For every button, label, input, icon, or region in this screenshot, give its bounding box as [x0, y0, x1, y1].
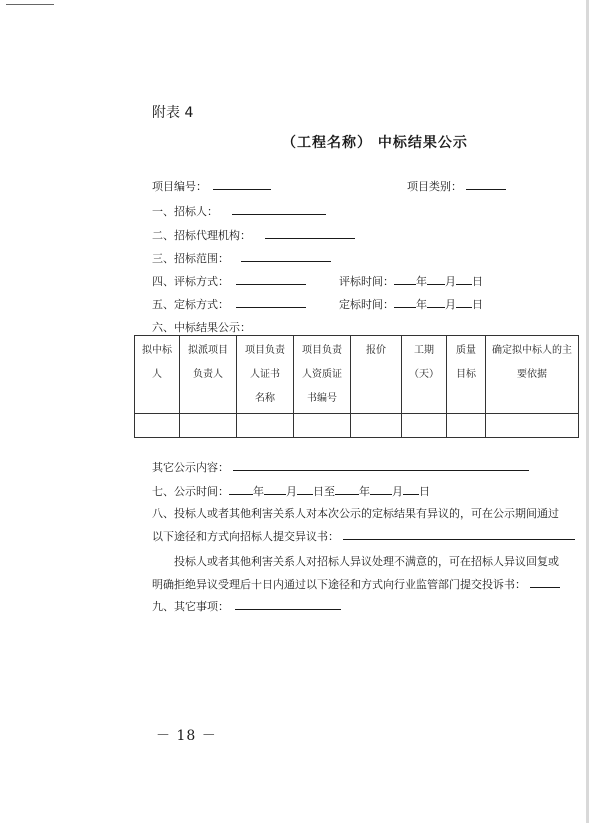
header-line: 质量	[456, 345, 476, 356]
eval-year-blank[interactable]	[394, 273, 416, 285]
result-heading: 六、中标结果公示：	[152, 321, 251, 334]
award-method-blank[interactable]	[236, 296, 306, 308]
project-type-blank[interactable]	[466, 178, 506, 190]
award-month-blank[interactable]	[427, 296, 445, 308]
day-unit: 日	[472, 275, 483, 288]
award-year-blank[interactable]	[394, 296, 416, 308]
result-table	[134, 335, 579, 438]
other-matters-label: 九、其它事项：	[152, 600, 229, 613]
end-day-blank[interactable]	[403, 483, 419, 495]
eval-method-row	[152, 273, 306, 289]
header-line: 项目负责	[302, 345, 342, 356]
table-cell[interactable]	[135, 414, 180, 438]
eval-month-blank[interactable]	[427, 273, 445, 285]
day-unit: 日	[472, 298, 483, 311]
document-title: （工程名称） 中标结果公示	[282, 135, 468, 151]
publicity-time-label: 七、公示时间：	[152, 485, 229, 498]
project-type-label: 项目类别：	[407, 180, 462, 193]
eval-method-blank[interactable]	[236, 273, 306, 285]
table-cell[interactable]	[180, 414, 237, 438]
project-no-label: 项目编号：	[152, 180, 207, 193]
objection-line-1: 八、投标人或者其他利害关系人对本次公示的定标结果有异议的，可在公示期间通过	[152, 507, 559, 520]
header-line: 确定拟中标人的主	[492, 345, 572, 356]
complaint-line-1: 投标人或者其他利害关系人对招标人异议处理不满意的，可在招标人异议回复或	[174, 555, 559, 568]
col-project-lead	[180, 336, 237, 414]
project-no-blank[interactable]	[213, 178, 271, 190]
end-year-blank[interactable]	[335, 483, 359, 495]
header-line: 人资质证	[302, 369, 342, 380]
other-matters-row	[152, 598, 341, 614]
header-line: 人	[152, 369, 162, 380]
objection-line-2	[152, 528, 575, 544]
award-time-row	[339, 296, 483, 312]
other-content-blank[interactable]	[233, 459, 529, 471]
year-unit: 年	[416, 298, 427, 311]
scope-row	[152, 250, 331, 266]
scope-blank[interactable]	[241, 250, 331, 262]
complaint-line-2	[152, 576, 560, 592]
month-unit: 月	[445, 298, 456, 311]
header-line: 工期	[414, 345, 434, 356]
header-line: 书编号	[307, 393, 337, 404]
table-cell[interactable]	[486, 414, 579, 438]
scan-artifact-line	[6, 4, 54, 5]
scope-label: 三、招标范围：	[152, 252, 229, 265]
agency-row	[152, 227, 355, 243]
other-matters-blank[interactable]	[235, 598, 341, 610]
table-cell[interactable]	[237, 414, 294, 438]
complaint-text: 明确拒绝异议受理后十日内通过以下途径和方式向行业监管部门提交投诉书：	[152, 578, 526, 591]
table-cell[interactable]	[294, 414, 351, 438]
award-method-row	[152, 296, 306, 312]
col-basis	[486, 336, 579, 414]
appendix-label: 附表 4	[152, 105, 194, 121]
col-lead-cert-name	[237, 336, 294, 414]
header-line: 人证书	[250, 369, 280, 380]
eval-time-row	[339, 273, 483, 289]
year-unit: 年	[359, 485, 370, 498]
header-line: 项目负责	[245, 345, 285, 356]
header-line: 负责人	[193, 369, 223, 380]
award-method-label: 五、定标方式：	[152, 298, 229, 311]
tenderer-label: 一、招标人：	[152, 205, 218, 218]
table-row	[135, 414, 579, 438]
col-price	[351, 336, 402, 414]
day-unit: 日	[419, 485, 430, 498]
year-unit: 年	[253, 485, 264, 498]
table-header-row	[135, 336, 579, 414]
table-cell[interactable]	[447, 414, 486, 438]
complaint-blank[interactable]	[530, 576, 560, 588]
header-line: 报价	[366, 345, 386, 356]
header-line: （天）	[409, 369, 439, 380]
col-bidder	[135, 336, 180, 414]
end-month-blank[interactable]	[370, 483, 392, 495]
header-line: 名称	[255, 393, 275, 404]
month-unit: 月	[445, 275, 456, 288]
other-content-label: 其它公示内容：	[152, 461, 229, 474]
start-day-blank[interactable]	[297, 483, 313, 495]
header-line: 目标	[456, 369, 476, 380]
start-month-blank[interactable]	[264, 483, 286, 495]
eval-time-label: 评标时间：	[339, 275, 394, 288]
col-quality	[447, 336, 486, 414]
table-cell[interactable]	[402, 414, 447, 438]
publicity-time-row	[152, 483, 430, 499]
tenderer-row	[152, 203, 326, 219]
eval-method-label: 四、评标方式：	[152, 275, 229, 288]
objection-blank[interactable]	[343, 528, 575, 540]
table-cell[interactable]	[351, 414, 402, 438]
header-line: 拟中标	[142, 345, 172, 356]
col-duration	[402, 336, 447, 414]
col-lead-cert-no	[294, 336, 351, 414]
eval-day-blank[interactable]	[456, 273, 472, 285]
award-day-blank[interactable]	[456, 296, 472, 308]
day-unit: 日	[313, 485, 324, 498]
agency-blank[interactable]	[265, 227, 355, 239]
month-unit: 月	[286, 485, 297, 498]
project-no-row	[152, 178, 271, 194]
header-line: 要依据	[517, 369, 547, 380]
award-time-label: 定标时间：	[339, 298, 394, 311]
year-unit: 年	[416, 275, 427, 288]
agency-label: 二、招标代理机构：	[152, 229, 251, 242]
header-line: 拟派项目	[188, 345, 228, 356]
other-content-row	[152, 459, 529, 475]
start-year-blank[interactable]	[229, 483, 253, 495]
tenderer-blank[interactable]	[232, 203, 326, 215]
project-type-row	[407, 178, 506, 194]
objection-text: 以下途径和方式向招标人提交异议书：	[152, 530, 339, 543]
month-unit: 月	[392, 485, 403, 498]
to-word: 至	[324, 485, 335, 498]
page-number: － 18 －	[156, 728, 217, 744]
